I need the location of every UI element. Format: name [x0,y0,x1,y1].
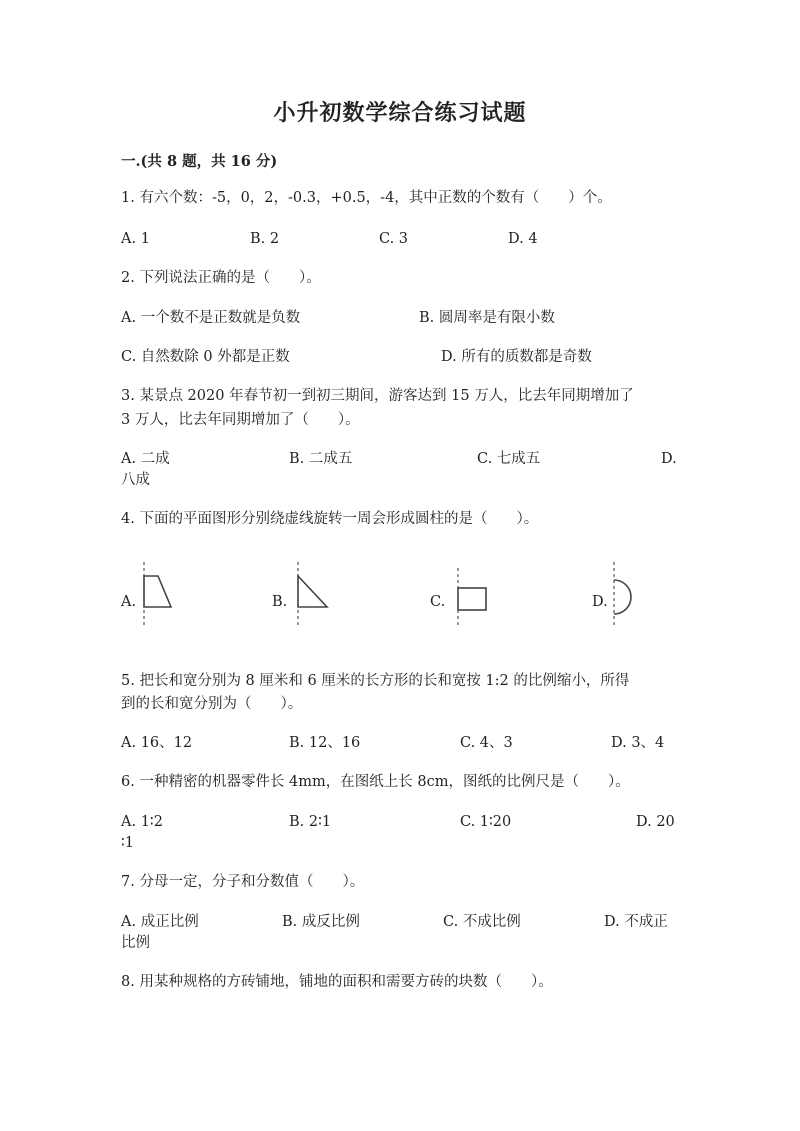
question-3-option-c[interactable]: C. 七成五 [477,451,541,467]
question-3-option-b[interactable]: B. 二成五 [289,451,353,467]
question-5-option-d[interactable]: D. 3、4 [611,735,665,751]
question-2-option-c[interactable]: C. 自然数除 0 外都是正数 [121,349,290,365]
question-7-option-d-wrap: 比例 [121,935,150,951]
question-1-option-a[interactable]: A. 1 [121,231,150,247]
question-3-option-d-wrap: 八成 [121,472,150,488]
question-3-option-a[interactable]: A. 二成 [121,451,170,467]
question-5-option-c[interactable]: C. 4、3 [460,735,513,751]
question-1-option-b[interactable]: B. 2 [250,231,280,247]
rectangle-figure [450,568,494,628]
trapezoid-shape [144,576,171,607]
trapezoid-figure [136,562,180,630]
question-7-option-d[interactable]: D. 不成正 [604,914,668,930]
question-2-option-b[interactable]: B. 圆周率是有限小数 [419,310,555,326]
question-2-stem: 2. 下列说法正确的是（ ）。 [121,270,321,286]
question-6-option-d-wrap: ∶1 [121,835,134,851]
question-6-option-b[interactable]: B. 2∶1 [289,814,332,830]
semicircle-shape [614,580,631,614]
page-title: 小升初数学综合练习试题 [273,100,527,126]
question-7-option-c[interactable]: C. 不成比例 [443,914,521,930]
question-6-stem: 6. 一种精密的机器零件长 4mm，在图纸上长 8cm，图纸的比例尺是（ ）。 [121,774,630,790]
section-header: 一.(共 8 题，共 16 分) [121,153,278,170]
question-1-option-d[interactable]: D. 4 [508,231,538,247]
question-6-option-a[interactable]: A. 1∶2 [121,814,163,830]
question-5-option-a[interactable]: A. 16、12 [121,735,193,751]
question-4-option-c[interactable]: C. [430,594,446,610]
question-7-stem: 7. 分母一定，分子和分数值（ ）。 [121,874,365,890]
question-5-option-b[interactable]: B. 12、16 [289,735,361,751]
question-6-option-c[interactable]: C. 1∶20 [460,814,512,830]
question-2-option-d[interactable]: D. 所有的质数都是奇数 [441,349,592,365]
triangle-figure [290,562,334,630]
semicircle-figure [606,562,650,630]
question-8-stem: 8. 用某种规格的方砖铺地，铺地的面积和需要方砖的块数（ ）。 [121,974,553,990]
question-7-option-b[interactable]: B. 成反比例 [282,914,360,930]
question-5-stem-line-1: 5. 把长和宽分别为 8 厘米和 6 厘米的长方形的长和宽按 1:2 的比例缩小，所得 [121,673,630,689]
rectangle-shape [458,588,486,610]
question-5-stem-line-2: 到的长和宽分别为（ ）。 [121,696,303,712]
question-3-stem-line-1: 3. 某景点 2020 年春节初一到初三期间，游客达到 15 万人，比去年同期增加了 [121,388,634,404]
question-4-option-d[interactable]: D. [592,594,608,610]
question-3-stem-line-2: 3 万人，比去年同期增加了（ ）。 [121,412,360,428]
question-4-option-b[interactable]: B. [272,594,288,610]
question-3-option-d[interactable]: D. [661,451,677,467]
question-6-option-d[interactable]: D. 20 [636,814,675,830]
question-7-option-a[interactable]: A. 成正比例 [121,914,199,930]
question-1-option-c[interactable]: C. 3 [379,231,409,247]
triangle-shape [298,576,327,607]
question-4-option-a[interactable]: A. [121,594,137,610]
question-1-stem: 1. 有六个数：-5，0，2，-0.3，+0.5，-4，其中正数的个数有（ ）个。 [121,190,612,206]
question-4-stem: 4. 下面的平面图形分别绕虚线旋转一周会形成圆柱的是（ ）。 [121,511,539,527]
question-2-option-a[interactable]: A. 一个数不是正数就是负数 [121,310,301,326]
